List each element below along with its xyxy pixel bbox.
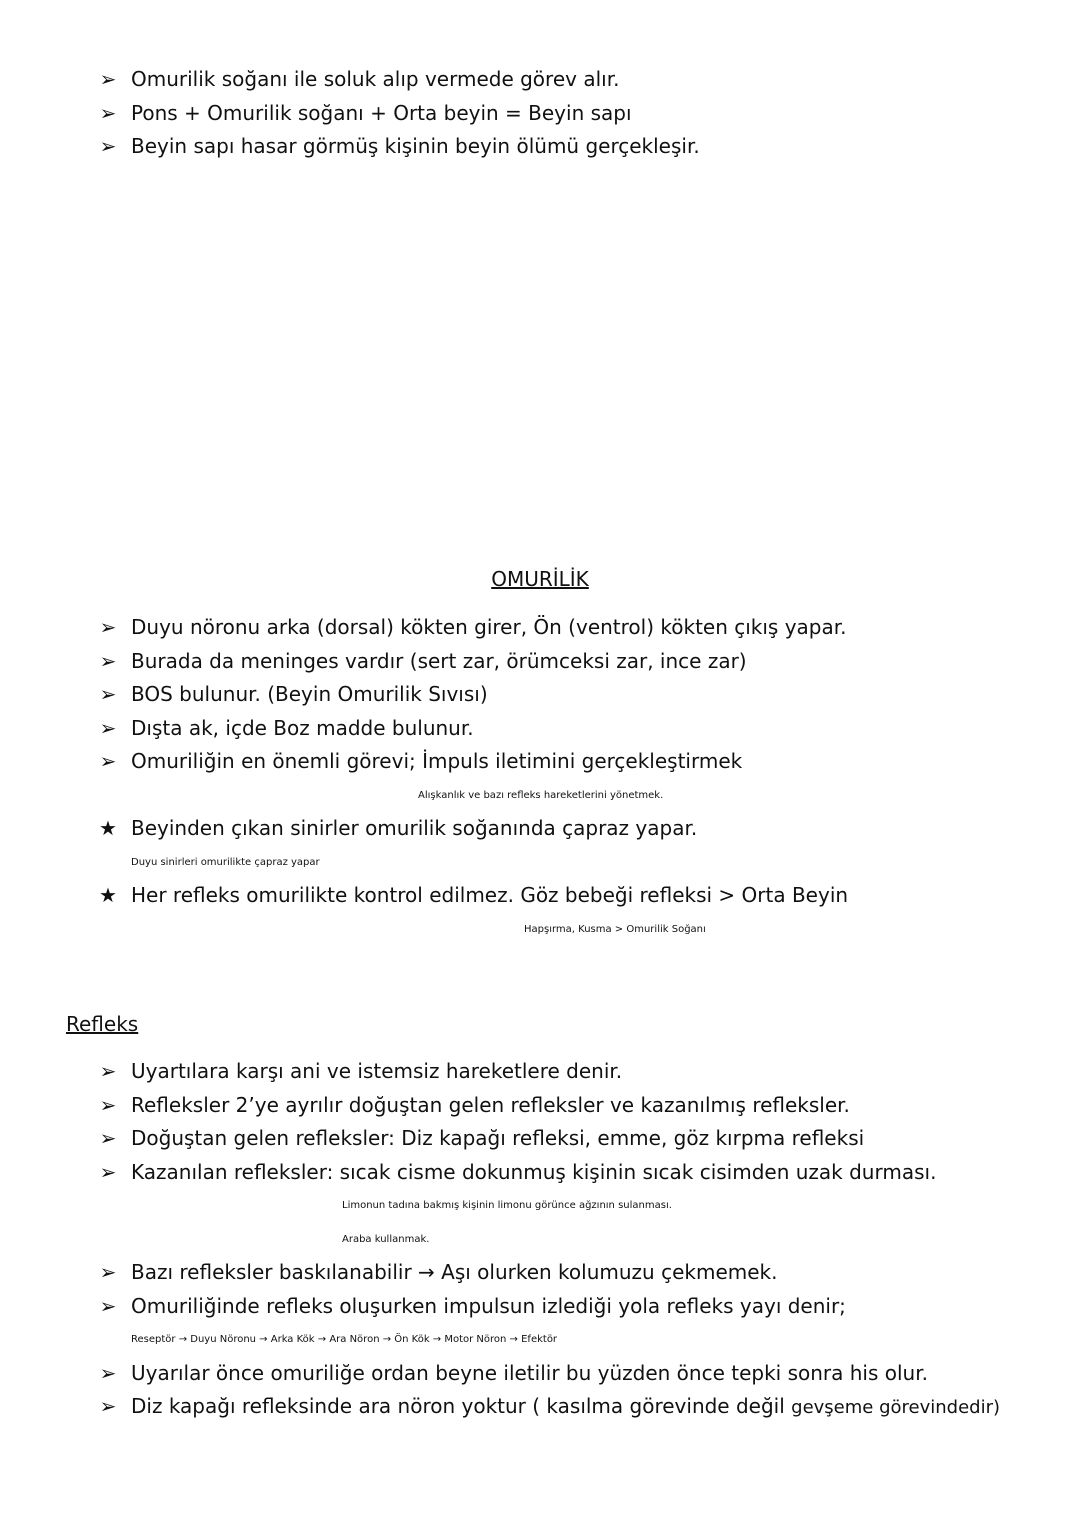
arrow-bullet-icon: ➢ [99,648,117,673]
list-item [0,1357,1080,1391]
item-text: BOS bulunur. (Beyin Omurilik Sıvısı) [131,682,488,706]
arrow-bullet-icon: ➢ [99,615,117,639]
omurilik-section [0,611,1080,946]
item-text-small: gevşeme görevindedir) [791,1397,1001,1418]
list-item [0,1055,1080,1089]
item-text: Burada da meninges vardır (sert zar, örümceksi zar, ince zar) [131,648,747,673]
arrow-bullet-icon: ➢ [99,1159,117,1184]
arrow-bullet-icon: ➢ [99,749,117,773]
arrow-bullet-icon: ➢ [99,682,117,706]
item-text: Doğuştan gelen refleksler: Diz kapağı refleksi, emme, göz kırpma refleksi [131,1126,865,1150]
list-item [0,130,1080,164]
list-item [0,812,1080,879]
item-text: Uyartılara karşı ani ve istemsiz hareketlere denir. [131,1059,623,1083]
item-text: Diz kapağı refleksinde ara nöron yoktur ( kasılma görevinde değil [131,1394,792,1418]
list-item [0,611,1080,645]
item-text: Omuriliğinde refleks oluşurken impulsun izlediği yola refleks yayı denir; [131,1293,846,1318]
arrow-bullet-icon: ➢ [99,1260,117,1284]
item-text: Her refleks omurilikte kontrol edilmez. Göz bebeği refleksi > Orta Beyin [131,883,849,907]
list-item [0,712,1080,746]
item-continuation: Hapşırma, Kusma > Omurilik Soğanı [524,923,706,935]
item-text: Pons + Omurilik soğanı + Orta beyin = Beyin sapı [131,100,632,125]
item-continuation: Reseptör → Duyu Nöronu → Arka Kök → Ara Nöron → Ön Kök → Motor Nöron → Efektör [131,1334,558,1345]
item-text: Beyinden çıkan sinirler omurilik soğanında çapraz yapar. [131,816,698,840]
list-item [0,97,1080,131]
list-item [0,645,1080,679]
list-item [0,63,1080,97]
list-item [0,1256,1080,1290]
item-text: Omurilik soğanı ile soluk alıp vermede görev alır. [131,67,620,91]
arrow-bullet-icon: ➢ [99,134,117,158]
top-list [0,63,1080,164]
item-continuation: Duyu sinirleri omurilikte çapraz yapar [131,856,320,868]
arrow-bullet-icon: ➢ [99,1092,117,1117]
arrow-bullet-icon: ➢ [99,715,117,740]
list-item [0,879,1080,946]
list-item [0,1089,1080,1123]
item-text: Uyarılar önce omuriliğe ordan beyne iletilir bu yüzden önce tepki sonra his olur. [131,1360,928,1385]
omurilik-heading: OMURİLİK [491,567,589,591]
list-item [0,1290,1080,1357]
arrow-bullet-icon: ➢ [99,1126,117,1150]
item-text: Kazanılan refleksler: sıcak cisme dokunmuş kişinin sıcak cisimden uzak durması. [131,1159,937,1184]
arrow-bullet-icon: ➢ [99,1360,117,1385]
refleks-section [0,1055,1080,1425]
arrow-bullet-icon: ➢ [99,1059,117,1083]
top-section [0,63,1080,164]
arrow-bullet-icon: ➢ [99,67,117,91]
item-text: Refleksler 2’ye ayrılır doğuştan gelen refleksler ve kazanılmış refleksler. [131,1092,850,1117]
item-continuation: Alışkanlık ve bazı refleks hareketlerini yönetmek. [418,789,664,801]
list-item [0,745,1080,812]
list-item [0,1122,1080,1156]
arrow-bullet-icon: ➢ [99,100,117,125]
item-continuation: Araba kullanmak. [342,1233,430,1245]
refleks-list [0,1055,1080,1425]
list-item [0,678,1080,712]
arrow-bullet-icon: ➢ [99,1394,117,1418]
item-text: Bazı refleksler baskılanabilir → Aşı olurken kolumuzu çekmemek. [131,1260,778,1284]
item-continuation: Limonun tadına bakmış kişinin limonu görünce ağzının sulanması. [342,1200,672,1211]
star-bullet-icon: ★ [99,883,117,907]
list-item [0,1156,1080,1257]
arrow-bullet-icon: ➢ [99,1293,117,1318]
item-text: Beyin sapı hasar görmüş kişinin beyin ölümü gerçekleşir. [131,134,700,158]
item-text: Dışta ak, içde Boz madde bulunur. [131,715,474,740]
star-bullet-icon: ★ [99,816,117,840]
item-text: Duyu nöronu arka (dorsal) kökten girer, Ön (ventrol) kökten çıkış yapar. [131,615,847,639]
item-text: Omuriliğin en önemli görevi; İmpuls iletimini gerçekleştirmek [131,749,743,773]
omurilik-list [0,611,1080,946]
refleks-heading: Refleks [66,1012,139,1036]
list-item [0,1390,1080,1425]
